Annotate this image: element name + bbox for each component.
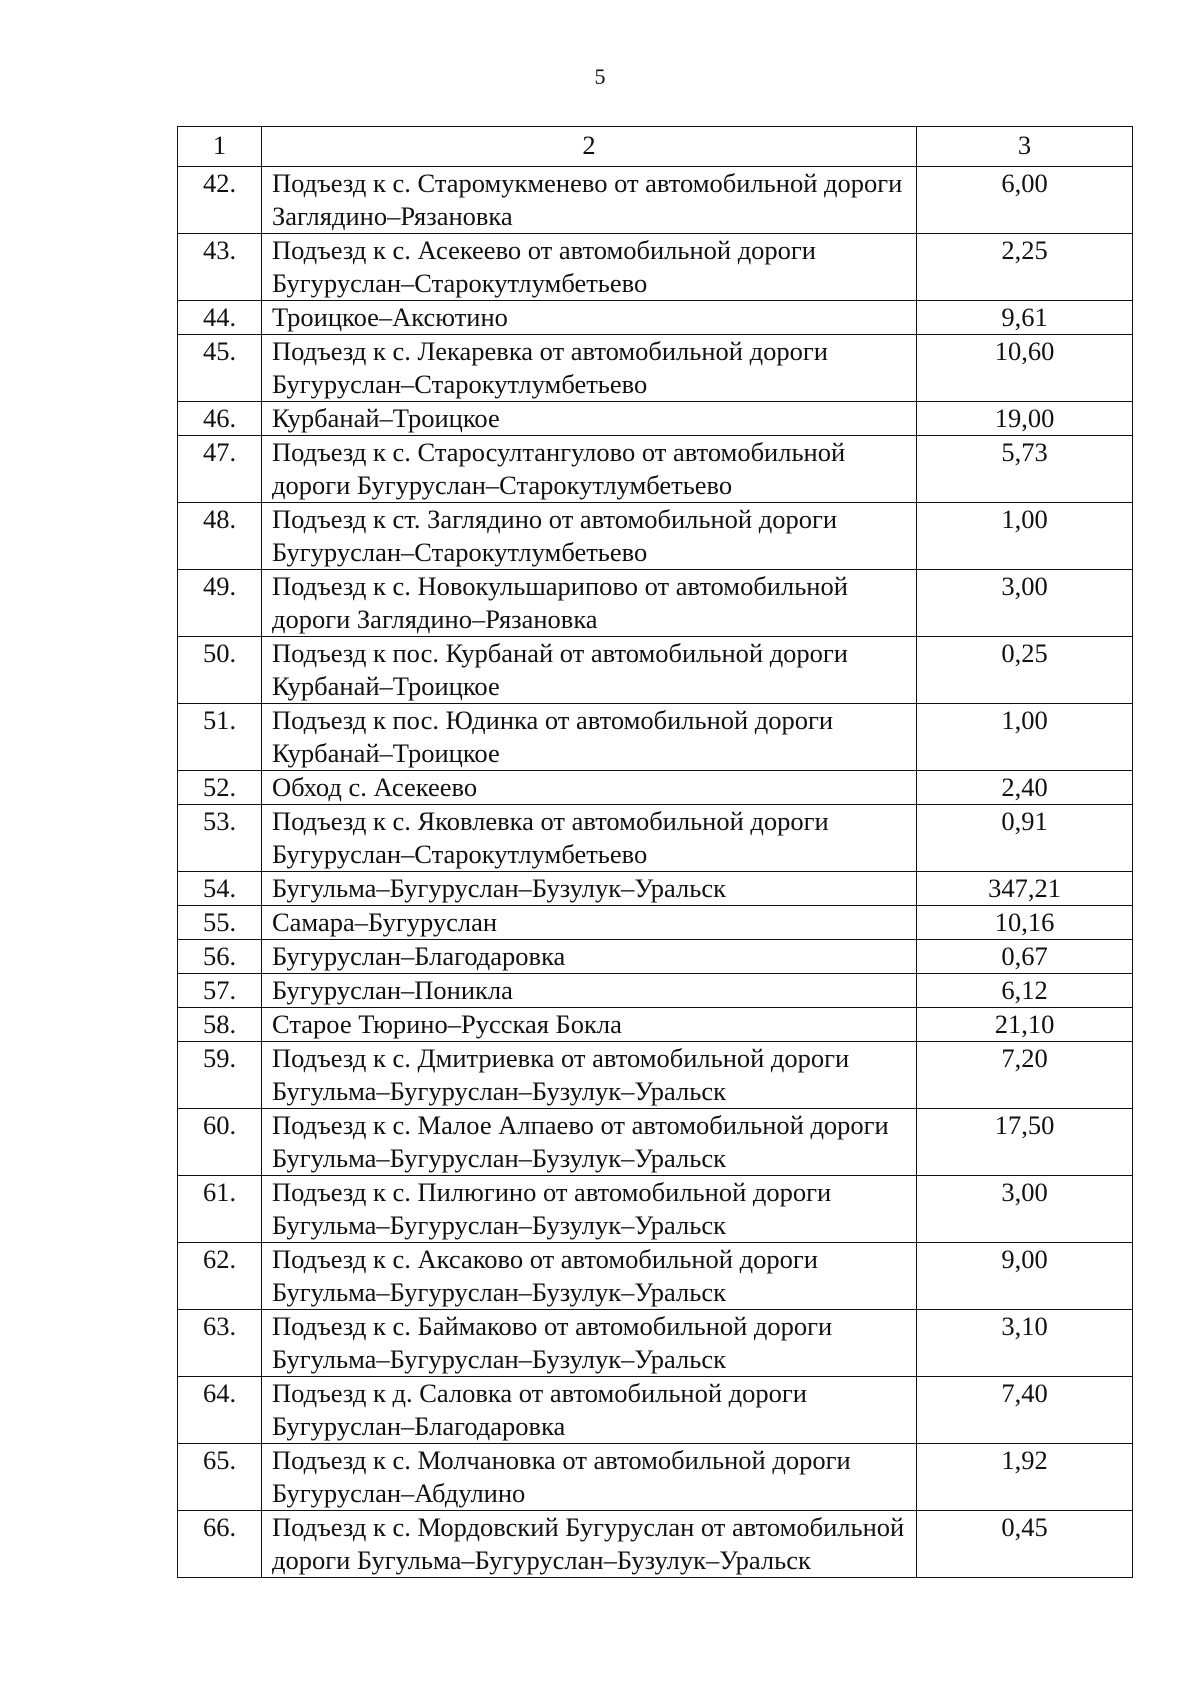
road-name-cell: Подъезд к с. Яковлевка от автомобильной дороги Бугуруслан–Старокутлумбетьево [262,805,917,872]
road-length-cell: 5,73 [917,436,1133,503]
table-row [178,503,1133,570]
table-header-row [178,127,1133,167]
road-name-cell: Подъезд к с. Аксаково от автомобильной дороги Бугульма–Бугуруслан–Бузулук–Уральск [262,1243,917,1310]
row-number-cell: 44. [178,301,262,335]
row-number-cell: 60. [178,1109,262,1176]
table-row [178,940,1133,974]
road-length-cell: 17,50 [917,1109,1133,1176]
row-number-cell: 64. [178,1377,262,1444]
road-name-cell: Подъезд к с. Новокульшарипово от автомобильной дороги Заглядино–Рязановка [262,570,917,637]
road-length-cell: 1,00 [917,503,1133,570]
road-name-cell: Троицкое–Аксютино [262,301,917,335]
table-row [178,570,1133,637]
table-row [178,1310,1133,1377]
road-name-cell: Подъезд к с. Лекаревка от автомобильной дороги Бугуруслан–Старокутлумбетьево [262,335,917,402]
row-number-cell: 55. [178,906,262,940]
row-number-cell: 50. [178,637,262,704]
table-row [178,1042,1133,1109]
road-name-cell: Подъезд к д. Саловка от автомобильной дороги Бугуруслан–Благодаровка [262,1377,917,1444]
road-name-cell: Подъезд к с. Баймаково от автомобильной дороги Бугульма–Бугуруслан–Бузулук–Уральск [262,1310,917,1377]
table-row [178,301,1133,335]
road-length-cell: 2,25 [917,234,1133,301]
table-row [178,906,1133,940]
page-number: 5 [594,64,606,89]
table-row [178,167,1133,234]
table-row [178,872,1133,906]
table-row [178,402,1133,436]
road-length-cell: 9,61 [917,301,1133,335]
road-name-cell: Подъезд к с. Дмитриевка от автомобильной дороги Бугульма–Бугуруслан–Бузулук–Уральск [262,1042,917,1109]
road-length-cell: 10,16 [917,906,1133,940]
road-name-cell: Подъезд к с. Старосултангулово от автомобильной дороги Бугуруслан–Старокутлумбетьево [262,436,917,503]
road-length-cell: 1,92 [917,1444,1133,1511]
road-name-cell: Подъезд к с. Асекеево от автомобильной дороги Бугуруслан–Старокутлумбетьево [262,234,917,301]
road-length-cell: 6,12 [917,974,1133,1008]
column-header-number: 1 [178,127,262,167]
road-length-cell: 3,00 [917,1176,1133,1243]
road-name-cell: Подъезд к с. Старомукменево от автомобильной дороги Заглядино–Рязановка [262,167,917,234]
row-number-cell: 62. [178,1243,262,1310]
row-number-cell: 57. [178,974,262,1008]
table-row [178,1243,1133,1310]
road-name-cell: Курбанай–Троицкое [262,402,917,436]
road-name-cell: Подъезд к с. Малое Алпаево от автомобильной дороги Бугульма–Бугуруслан–Бузулук–Уральск [262,1109,917,1176]
road-name-cell: Подъезд к пос. Юдинка от автомобильной дороги Курбанай–Троицкое [262,704,917,771]
road-length-cell: 3,00 [917,570,1133,637]
road-length-cell: 0,25 [917,637,1133,704]
road-name-cell: Подъезд к с. Мордовский Бугуруслан от автомобильной дороги Бугульма–Бугуруслан–Бузулук–Уральск [262,1511,917,1578]
row-number-cell: 47. [178,436,262,503]
road-length-cell: 0,45 [917,1511,1133,1578]
row-number-cell: 49. [178,570,262,637]
road-length-cell: 10,60 [917,335,1133,402]
road-length-cell: 1,00 [917,704,1133,771]
table-row [178,335,1133,402]
table-row [178,805,1133,872]
row-number-cell: 51. [178,704,262,771]
row-number-cell: 48. [178,503,262,570]
road-length-cell: 7,20 [917,1042,1133,1109]
table-row [178,637,1133,704]
road-length-cell: 21,10 [917,1008,1133,1042]
row-number-cell: 43. [178,234,262,301]
road-name-cell: Подъезд к с. Молчановка от автомобильной дороги Бугуруслан–Абдулино [262,1444,917,1511]
row-number-cell: 42. [178,167,262,234]
row-number-cell: 52. [178,771,262,805]
road-length-cell: 0,67 [917,940,1133,974]
road-length-cell: 9,00 [917,1243,1133,1310]
road-length-cell: 3,10 [917,1310,1133,1377]
road-name-cell: Бугульма–Бугуруслан–Бузулук–Уральск [262,872,917,906]
road-length-cell: 0,91 [917,805,1133,872]
row-number-cell: 53. [178,805,262,872]
table-body [178,167,1133,1578]
road-name-cell: Подъезд к пос. Курбанай от автомобильной дороги Курбанай–Троицкое [262,637,917,704]
table-row [178,234,1133,301]
table-row [178,1008,1133,1042]
column-header-name: 2 [262,127,917,167]
row-number-cell: 56. [178,940,262,974]
row-number-cell: 45. [178,335,262,402]
row-number-cell: 46. [178,402,262,436]
row-number-cell: 59. [178,1042,262,1109]
road-name-cell: Бугуруслан–Благодаровка [262,940,917,974]
table-row [178,771,1133,805]
road-name-cell: Самара–Бугуруслан [262,906,917,940]
road-length-cell: 6,00 [917,167,1133,234]
row-number-cell: 63. [178,1310,262,1377]
column-header-length: 3 [917,127,1133,167]
row-number-cell: 65. [178,1444,262,1511]
table-row [178,1444,1133,1511]
table-row [178,1377,1133,1444]
road-length-cell: 7,40 [917,1377,1133,1444]
row-number-cell: 66. [178,1511,262,1578]
table-row [178,974,1133,1008]
road-name-cell: Подъезд к ст. Заглядино от автомобильной дороги Бугуруслан–Старокутлумбетьево [262,503,917,570]
road-name-cell: Старое Тюрино–Русская Бокла [262,1008,917,1042]
road-name-cell: Обход с. Асекеево [262,771,917,805]
roads-table [177,126,1133,1578]
row-number-cell: 58. [178,1008,262,1042]
table-row [178,704,1133,771]
table-row [178,436,1133,503]
table-row [178,1176,1133,1243]
road-length-cell: 347,21 [917,872,1133,906]
road-name-cell: Бугуруслан–Поникла [262,974,917,1008]
table-row [178,1511,1133,1578]
table-row [178,1109,1133,1176]
road-length-cell: 19,00 [917,402,1133,436]
row-number-cell: 61. [178,1176,262,1243]
road-length-cell: 2,40 [917,771,1133,805]
row-number-cell: 54. [178,872,262,906]
road-name-cell: Подъезд к с. Пилюгино от автомобильной дороги Бугульма–Бугуруслан–Бузулук–Уральск [262,1176,917,1243]
